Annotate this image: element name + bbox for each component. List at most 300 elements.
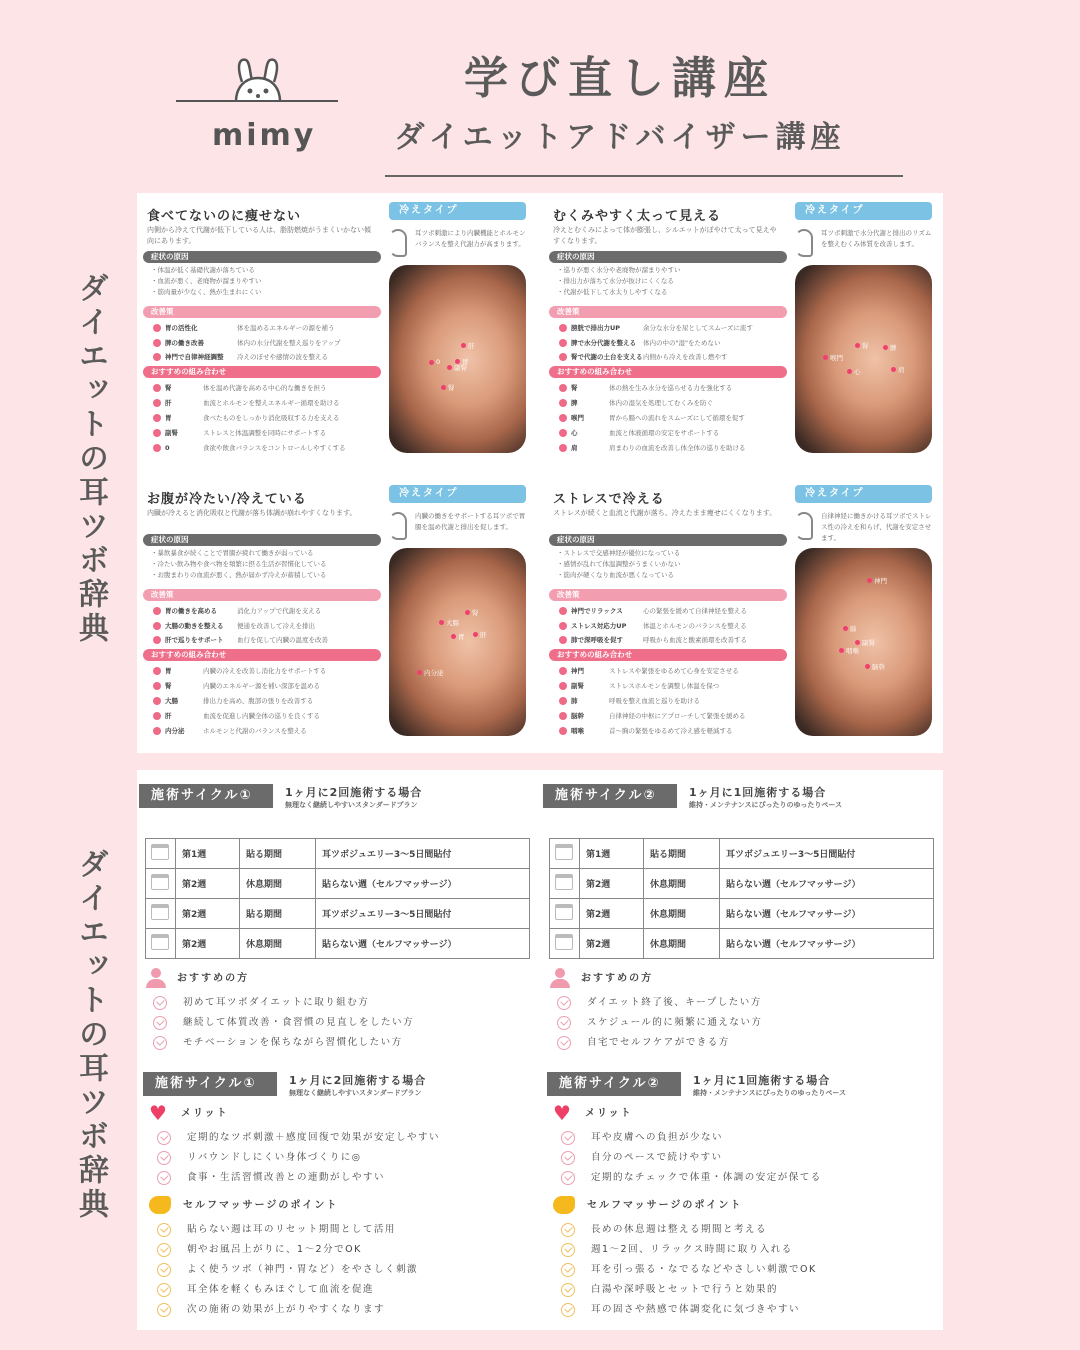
combo-key: 脳幹 [571, 712, 584, 720]
check-circle-icon [561, 1131, 575, 1145]
fix-list [153, 604, 403, 648]
section-title: ストレスで冷える [553, 492, 665, 507]
fix-item [559, 604, 809, 619]
cause-item: ・お腹まわりの血流が悪く、熱が届かず冷えが蓄積している [151, 571, 327, 579]
list-text: リバウンドしにくい身体づくりに◎ [187, 1152, 362, 1163]
heart-icon: ♥ [553, 1101, 573, 1125]
cause-list [557, 265, 807, 298]
cause-list [151, 548, 401, 581]
table-row [146, 929, 530, 959]
calendar-icon [555, 904, 573, 920]
acupoint-label: 腎 [448, 384, 455, 392]
combo-desc: 自律神経の中枢にアプローチして緊張を緩める [609, 712, 746, 720]
acupoint-marker [843, 626, 848, 631]
combo-desc: 呼吸を整え血流と巡りを助ける [609, 697, 700, 705]
table-cell: 貼らない週（セルフマッサージ） [316, 869, 530, 899]
table-cell: 第1週 [176, 839, 240, 869]
fix-desc: 体を温めるエネルギーの源を補う [237, 324, 335, 332]
type-description: 内臓の働きをサポートする耳ツボで胃腸を温め代謝と排出を促します。 [415, 512, 526, 531]
acupoint-label: 0 [436, 358, 441, 366]
check-circle-icon [561, 1223, 575, 1237]
cycle-badge: 施術サイクル② [543, 784, 677, 808]
person-icon [549, 968, 571, 988]
cycle-title: 1ヶ月に2回施術する場合 [289, 1074, 427, 1087]
list-text: 定期的なチェックで体重・体調の安定が保てる [591, 1172, 822, 1183]
check-icon [559, 399, 567, 407]
acupoint-label: 脳幹 [872, 663, 885, 671]
cause-text: 感情が乱れて体温調整がうまくいかない [563, 560, 681, 568]
acupoint-label: 肝 [480, 631, 487, 639]
ear-type-panel [137, 193, 943, 753]
list-item [553, 1300, 943, 1320]
table-cell: 第2週 [580, 899, 644, 929]
cause-list [557, 548, 807, 581]
list-item [145, 993, 535, 1013]
list-item [553, 1280, 943, 1300]
ear-photo [389, 265, 526, 453]
cause-list [151, 265, 401, 298]
acupoint-label: 肩 [898, 366, 905, 374]
combo-desc: 体を温め代謝を高める中心的な働きを担う [203, 384, 327, 392]
fix-key: 肝で巡りをサポート [165, 636, 224, 644]
acupoint-marker [447, 365, 452, 370]
check-icon [153, 682, 161, 690]
check-icon [153, 667, 161, 675]
list-item [553, 1128, 943, 1148]
acupoint-marker [429, 360, 434, 365]
acupoint-label: 咽喉 [846, 647, 859, 655]
cause-header: 症状の原因 [143, 251, 381, 263]
acupoint-marker [891, 367, 896, 372]
combo-key: 大腸 [165, 697, 178, 705]
calendar-cell [146, 899, 176, 929]
combo-key: 肩 [571, 444, 578, 452]
fix-key: 肺で深呼吸を促す [571, 636, 623, 644]
combo-key: 胃 [165, 414, 172, 422]
combo-item [559, 441, 809, 456]
check-circle-icon [157, 1171, 171, 1185]
check-circle-icon [157, 1243, 171, 1257]
acupoint-label: 胃 [462, 358, 469, 366]
combo-desc: 血流とホルモンを整えエネルギー循環を助ける [203, 399, 340, 407]
combo-desc: ストレスと体温調整を同時にサポートする [203, 429, 327, 437]
section-lead: ストレスが続くと血流と代謝が落ち、冷えたまま痩せにくくなります。 [553, 509, 777, 517]
fix-item [153, 350, 403, 365]
cause-text: 暴飲暴食が続くことで胃腸が疲れて働きが弱っている [157, 549, 314, 557]
check-icon [153, 636, 161, 644]
cause-item: ・ストレスで交感神経が優位になっている [557, 549, 681, 557]
check-circle-icon [153, 996, 167, 1010]
combo-desc: 首〜胸の緊張をゆるめて冷え感を軽減する [609, 727, 733, 735]
check-icon [153, 429, 161, 437]
cause-item: ・巡りが悪く水分や老廃物が溜まりやすい [557, 266, 681, 274]
combo-key: 心 [571, 429, 578, 437]
check-circle-icon [561, 1151, 575, 1165]
check-circle-icon [557, 1036, 571, 1050]
calendar-icon [151, 874, 169, 890]
list-text: 耳全体を軽くもみほぐして血流を促進 [187, 1284, 375, 1295]
fix-header: 改善策 [549, 306, 787, 318]
check-icon [559, 353, 567, 361]
fix-header: 改善策 [549, 589, 787, 601]
list-item [549, 993, 939, 1013]
type-badge: 冷えタイプ [389, 485, 526, 503]
fix-desc: 冷えのぼせや感情の波を整える [237, 353, 328, 361]
combo-item [153, 694, 403, 709]
calendar-icon [555, 934, 573, 950]
recommend-header [145, 967, 535, 993]
table-cell: 第2週 [580, 869, 644, 899]
combo-desc: 血流と体液循環の安定をサポートする [609, 429, 720, 437]
fix-list [153, 321, 403, 365]
cause-text: お腹まわりの血流が悪く、熱が届かず冷えが蓄積している [157, 571, 327, 579]
recommend-block [549, 967, 939, 1053]
check-icon [153, 697, 161, 705]
combo-desc: ストレスや緊張をゆるめて心身を安定させる [609, 667, 739, 675]
check-icon [559, 682, 567, 690]
table-cell: 第2週 [176, 929, 240, 959]
table-cell: 休息期間 [240, 869, 316, 899]
acupoint-label: 喉門 [830, 354, 843, 362]
combo-key: 副腎 [165, 429, 178, 437]
check-icon [559, 429, 567, 437]
check-circle-icon [561, 1283, 575, 1297]
calendar-icon [151, 844, 169, 860]
combo-key: 喉門 [571, 414, 584, 422]
combo-item [559, 411, 809, 426]
cause-text: 筋肉量が少なく、熱が生まれにくい [157, 288, 262, 296]
combo-key: 0 [165, 444, 170, 452]
list-item [149, 1280, 539, 1300]
recommend-block [145, 967, 535, 1053]
acupoint-label: 腎 [472, 609, 479, 617]
list-text: 朝やお風呂上がりに、1〜2分でOK [187, 1244, 362, 1255]
combo-key: 腎 [165, 682, 172, 690]
combo-item [559, 396, 809, 411]
combo-header: おすすめの組み合わせ [143, 366, 381, 378]
ear-type-section [137, 193, 527, 463]
list-item [553, 1148, 943, 1168]
fix-desc: 便通を改善して冷えを排出 [237, 621, 315, 630]
table-cell: 貼る期間 [644, 839, 720, 869]
list-text: 耳を引っ張る・なでるなどやさしい刺激でOK [591, 1264, 817, 1275]
pointing-hand-icon [149, 1196, 171, 1214]
table-row [146, 899, 530, 929]
fix-item [153, 321, 403, 336]
cause-item: ・暴飲暴食が続くことで胃腸が疲れて働きが弱っている [151, 549, 314, 557]
merit-block [553, 1102, 943, 1188]
list-item [145, 1013, 535, 1033]
list-item [149, 1168, 539, 1188]
cause-text: 血流が悪く、老廃物が溜まりやすい [157, 277, 262, 285]
cycle-subtitle: 無理なく継続しやすいスタンダードプラン [285, 801, 418, 809]
combo-list [559, 664, 809, 739]
table-cell: 耳ツボジュエリー3〜5日間貼付 [316, 899, 530, 929]
table-row [550, 899, 934, 929]
check-icon [153, 384, 161, 392]
acupoint-label: 肺 [850, 625, 857, 633]
check-icon [559, 324, 567, 332]
combo-list [153, 381, 403, 456]
combo-desc: 体の熱を生み水分を巡らせる力を強化する [609, 384, 733, 392]
tips-title: セルフマッサージのポイント [183, 1200, 339, 1211]
table-cell: 耳ツボジュエリー3〜5日間貼付 [720, 839, 934, 869]
cycle-badge: 施術サイクル① [143, 1072, 277, 1096]
fix-desc: 血行を促して内臓の温度を改善 [237, 636, 328, 644]
fix-item [559, 350, 809, 365]
ear-photo [795, 265, 932, 453]
list-text: 自宅でセルフケアができる方 [587, 1037, 730, 1048]
fix-key: 脾の働き改善 [165, 338, 204, 347]
person-icon [145, 968, 167, 988]
acupoint-marker [417, 670, 422, 675]
fix-list [559, 604, 809, 648]
table-cell: 休息期間 [240, 929, 316, 959]
combo-key: 胃 [165, 667, 172, 675]
ear-outline-icon [389, 512, 407, 540]
check-icon [559, 414, 567, 422]
acupoint-marker [439, 620, 444, 625]
fix-desc: 体内の中の"湿"をためない [643, 338, 721, 347]
ear-photo [389, 548, 526, 736]
acupoint-marker [867, 578, 872, 583]
merit-header [149, 1102, 539, 1128]
check-icon [153, 607, 161, 615]
cause-text: 巡りが悪く水分や老廃物が溜まりやすい [563, 266, 681, 274]
tips-header [553, 1194, 943, 1220]
fix-key: 胃の活性化 [165, 324, 198, 332]
page-title: 学び直し講座 [464, 53, 776, 104]
combo-desc: 肩まわりの血流を改善し体全体の巡りを助ける [609, 444, 746, 452]
cause-item: ・筋肉量が少なく、熱が生まれにくい [151, 288, 262, 296]
combo-item [559, 709, 809, 724]
type-badge: 冷えタイプ [795, 202, 932, 220]
list-text: 初めて耳ツボダイエットに取り組む方 [183, 997, 370, 1008]
acupoint-label: 内分泌 [424, 669, 444, 677]
fix-item [153, 619, 403, 634]
list-item [149, 1240, 539, 1260]
combo-desc: ホルモンと代謝のバランスを整える [203, 727, 307, 735]
table-row [146, 869, 530, 899]
list-item [553, 1260, 943, 1280]
side-label-1: ダイエットの耳ツボ辞典 [73, 272, 108, 646]
check-circle-icon [157, 1223, 171, 1237]
combo-item [153, 709, 403, 724]
table-cell: 貼らない週（セルフマッサージ） [720, 929, 934, 959]
acupoint-marker [883, 345, 888, 350]
calendar-icon [555, 874, 573, 890]
acupoint-marker [461, 343, 466, 348]
check-icon [559, 636, 567, 644]
calendar-cell [146, 839, 176, 869]
fix-item [153, 604, 403, 619]
calendar-cell [550, 899, 580, 929]
ear-photo [795, 548, 932, 736]
cause-item: ・血流が悪く、老廃物が溜まりやすい [151, 277, 262, 285]
combo-item [153, 381, 403, 396]
combo-item [153, 411, 403, 426]
acupoint-marker [823, 355, 828, 360]
combo-desc: ストレスホルモンを調整し体温を保つ [609, 682, 720, 690]
type-description: 耳ツボ刺激で水分代謝と排出のリズムを整えむくみ体質を改善します。 [821, 229, 932, 248]
list-text: 白湯や深呼吸とセットで行うと効果的 [591, 1284, 779, 1295]
acupoint-marker [847, 369, 852, 374]
combo-item [559, 724, 809, 739]
cause-item: ・代謝が低下して水太りしやすくなる [557, 288, 668, 296]
page-subtitle: ダイエットアドバイザー講座 [394, 120, 846, 155]
check-icon [559, 727, 567, 735]
combo-item [153, 724, 403, 739]
section-lead: 冷えとむくみによって体が膨張し、シルエットがぼやけて太って見えやすくなります。 [553, 226, 777, 245]
fix-key: 膀胱で排出力UP [571, 324, 621, 332]
check-icon [153, 324, 161, 332]
cause-item: ・体温が低く基礎代謝が落ちている [151, 266, 255, 274]
heart-icon: ♥ [149, 1101, 169, 1125]
table-cell: 休息期間 [644, 869, 720, 899]
check-circle-icon [557, 1016, 571, 1030]
list-item [549, 1013, 939, 1033]
combo-key: 副腎 [571, 682, 584, 690]
calendar-cell [146, 869, 176, 899]
tips-block [553, 1194, 943, 1320]
table-row [146, 839, 530, 869]
list-text: 耳の固さや熱感で体調変化に気づきやすい [591, 1304, 801, 1315]
cause-text: 代謝が低下して水太りしやすくなる [563, 288, 668, 296]
fix-desc: 体温とホルモンのバランスを整える [643, 621, 747, 630]
check-icon [559, 712, 567, 720]
fix-item [559, 619, 809, 634]
fix-key: 胃の働きを高める [165, 607, 217, 615]
acupoint-label: 心 [854, 368, 861, 376]
cause-text: 排出力が落ちて水分が抜けにくくなる [563, 277, 674, 285]
fix-key: 神門で自律神経調整 [165, 353, 224, 361]
merit-title: メリット [585, 1108, 633, 1119]
calendar-cell [550, 869, 580, 899]
header-divider [385, 175, 903, 177]
acupoint-marker [441, 385, 446, 390]
list-item [553, 1240, 943, 1260]
combo-item [559, 679, 809, 694]
schedule-table [145, 838, 530, 959]
list-text: 週1〜2回、リラックス時間に取り入れる [591, 1244, 793, 1255]
merit-section [547, 1072, 947, 1322]
combo-key: 咽喉 [571, 727, 584, 735]
fix-header: 改善策 [143, 589, 381, 601]
acupoint-marker [451, 634, 456, 639]
acupoint-label: 副腎 [862, 639, 875, 647]
tips-block [149, 1194, 539, 1320]
cycle-subtitle: 維持・メンテナンスにぴったりのゆったりペース [693, 1089, 847, 1097]
combo-desc: 内臓の冷えを改善し消化力をサポートする [203, 667, 327, 675]
list-text: 自分のペースで続けやすい [591, 1152, 723, 1163]
list-item [149, 1300, 539, 1320]
table-cell: 第2週 [176, 899, 240, 929]
combo-item [559, 694, 809, 709]
fix-desc: 心の緊張を緩めて自律神経を整える [643, 607, 747, 615]
section-title: お腹が冷たい/冷えている [147, 492, 307, 507]
calendar-icon [151, 934, 169, 950]
cause-header: 症状の原因 [549, 251, 787, 263]
list-text: 食事・生活習慣改善との連動がしやすい [187, 1172, 386, 1183]
list-text: よく使うツボ（神門・胃など）をやさしく刺激 [187, 1264, 419, 1275]
cycle-subtitle: 無理なく継続しやすいスタンダードプラン [289, 1089, 422, 1097]
acupoint-label: 大腸 [446, 619, 459, 627]
cycle-title: 1ヶ月に1回施術する場合 [693, 1074, 831, 1087]
check-circle-icon [157, 1263, 171, 1277]
check-circle-icon [157, 1283, 171, 1297]
table-cell: 休息期間 [644, 899, 720, 929]
cause-text: 体温が低く基礎代謝が落ちている [157, 266, 255, 274]
ear-type-section [543, 476, 933, 746]
cause-text: 筋肉が硬くなり血流が悪くなっている [563, 571, 674, 579]
ear-outline-icon [795, 512, 813, 540]
recommend-title: おすすめの方 [177, 973, 250, 984]
table-cell: 貼らない週（セルフマッサージ） [720, 899, 934, 929]
table-cell: 貼る期間 [240, 839, 316, 869]
cause-text: 冷たい飲み物や食べ物を頻繁に摂る生活が習慣化している [157, 560, 327, 568]
acupoint-label: 神門 [874, 577, 887, 585]
fix-key: 腎で代謝の土台を支える [571, 353, 643, 361]
fix-desc: 内側から冷えを改善し燃やす [643, 353, 728, 361]
calendar-cell [550, 929, 580, 959]
acupoint-marker [855, 343, 860, 348]
list-text: スケジュール的に頻繁に通えない方 [587, 1017, 763, 1028]
combo-key: 肺 [571, 697, 578, 705]
type-description: 耳ツボ刺激により内臓機能とホルモンバランスを整え代謝力が高まります。 [415, 229, 526, 248]
combo-key: 肝 [165, 712, 172, 720]
acupoint-marker [473, 632, 478, 637]
fix-key: ストレス対応力UP [571, 621, 627, 630]
list-text: 長めの休息週は整える期間と考える [591, 1224, 768, 1235]
cause-item: ・排出力が落ちて水分が抜けにくくなる [557, 277, 674, 285]
merit-section [143, 1072, 543, 1322]
combo-list [559, 381, 809, 456]
table-cell: 貼らない週（セルフマッサージ） [720, 869, 934, 899]
tips-header [149, 1194, 539, 1220]
combo-item [153, 664, 403, 679]
cause-text: ストレスで交感神経が優位になっている [563, 549, 681, 557]
combo-item [559, 381, 809, 396]
list-item [149, 1148, 539, 1168]
fix-key: 脾で水分代謝を整える [571, 338, 636, 347]
calendar-cell [146, 929, 176, 959]
acupoint-marker [855, 640, 860, 645]
combo-header: おすすめの組み合わせ [549, 366, 787, 378]
check-icon [559, 607, 567, 615]
acupoint-label: 胃 [458, 633, 465, 641]
check-icon [153, 399, 161, 407]
cycle-badge: 施術サイクル② [547, 1072, 681, 1096]
calendar-cell [550, 839, 580, 869]
check-icon [153, 727, 161, 735]
table-row [550, 929, 934, 959]
list-item [549, 1033, 939, 1053]
list-item [553, 1220, 943, 1240]
table-cell: 第1週 [580, 839, 644, 869]
list-item [553, 1168, 943, 1188]
check-icon [153, 622, 161, 630]
cycle-title: 1ヶ月に1回施術する場合 [689, 786, 827, 799]
list-text: モチベーションを保ちながら習慣化したい方 [183, 1037, 403, 1048]
list-item [145, 1033, 535, 1053]
cause-header: 症状の原因 [549, 534, 787, 546]
cycle-subtitle: 維持・メンテナンスにぴったりのゆったりペース [689, 801, 843, 809]
type-badge: 冷えタイプ [389, 202, 526, 220]
cycle-badge: 施術サイクル① [139, 784, 273, 808]
combo-item [559, 664, 809, 679]
table-cell: 第2週 [580, 929, 644, 959]
table-cell: 貼らない週（セルフマッサージ） [316, 929, 530, 959]
